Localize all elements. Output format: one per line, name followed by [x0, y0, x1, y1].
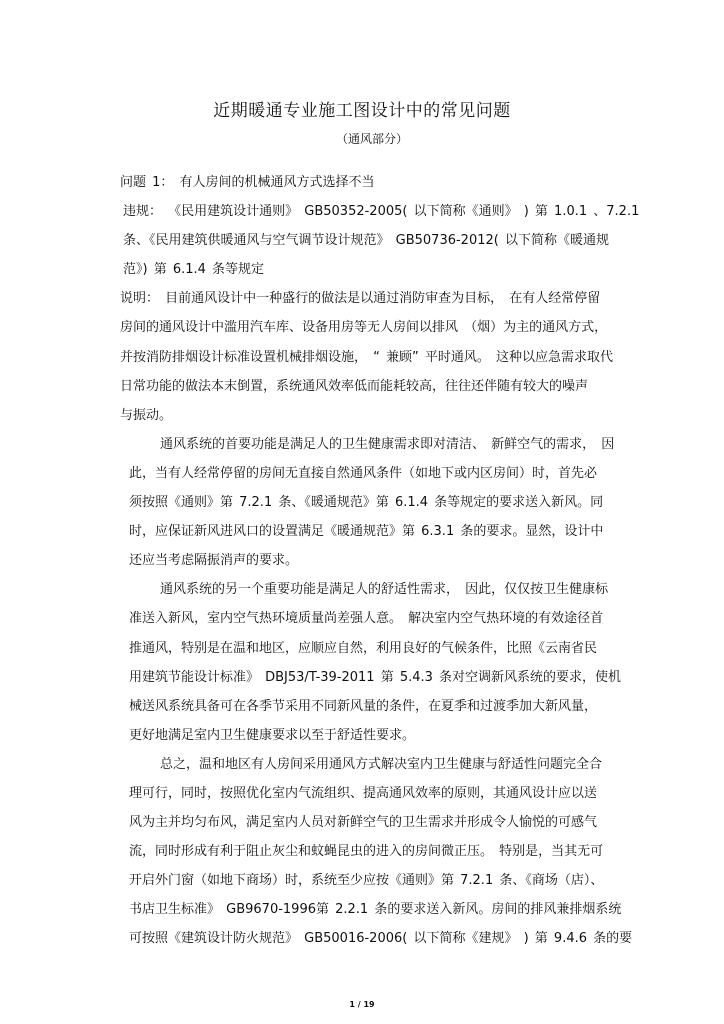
text-line: 须按照《通则》第 7.2.1 条、《暖通规范》第 6.1.4 条等规定的要求送入新风。同: [129, 495, 604, 511]
text-line: 准送入新风，室内空气热环境质量尚差强人意。 解决室内空气热环境的有效途径首: [129, 611, 604, 627]
document-title: 近期暖通专业施工图设计中的常见问题: [213, 101, 511, 121]
text-line: 书店卫生标准》 GB9670-1996第 2.2.1 条的要求送入新风。房间的排风兼排烟系统: [129, 902, 622, 918]
text-line: 并按消防排烟设计标准设置机械排烟设施， “ 兼顾” 平时通风。 这种以应急需求取代: [120, 349, 613, 365]
text-line: 开启外门窗（如地下商场）时，系统至少应按《通则》第 7.2.1 条、《商场（店）、: [129, 873, 604, 889]
text-line: 此，当有人经常停留的房间无直接自然通风条件（如地下或内区房间）时，首先必: [129, 465, 598, 481]
text-line: 条、《民用建筑供暖通风与空气调节设计规范》 GB50736-2012( 以下简称《暖通规: [123, 233, 609, 249]
problem-heading: 问题 1： 有人房间的机械通风方式选择不当: [120, 175, 375, 190]
text-line: 理可行，同时，按照优化室内气流组织、提高通风效率的原则，其通风设计应以送: [129, 785, 598, 801]
paragraph-first-line: 通风系统的首要功能是满足人的卫生健康需求即对清洁、 新鲜空气的需求， 因: [160, 436, 615, 452]
text-line: 流，同时形成有利于阻止灰尘和蚊蝇昆虫的进入的房间微正压。 特别是，当其无可: [129, 844, 604, 860]
text-line: 还应当考虑隔振消声的要求。: [129, 553, 299, 569]
document-body: [120, 173, 650, 959]
text-line: 更好地满足室内卫生健康要求以至于舒适性要求。: [129, 727, 416, 743]
document-subtitle: （通风部分）: [335, 132, 408, 146]
page-number: 1 / 19: [349, 1000, 375, 1009]
text-line: 风为主并均匀布风，满足室内人员对新鲜空气的卫生需求并形成令人愉悦的可感气: [129, 815, 598, 831]
text-line: 用建筑节能设计标准》 DBJ53/T-39-2011 第 5.4.3 条对空调新风系统的要求，使机: [129, 669, 622, 685]
text-line: 说明： 目前通风设计中一种盛行的做法是以通过消防审查为目标， 在有人经常停留: [120, 291, 601, 307]
text-line: 推通风，特别是在温和地区，应顺应自然，利用良好的气候条件，比照《云南省民: [129, 640, 598, 656]
paragraph-first-line: 通风系统的另一个重要功能是满足人的舒适性需求， 因此，仅仅按卫生健康标: [160, 582, 609, 598]
text-line: 房间的通风设计中滥用汽车库、设备用房等无人房间以排风 （烟）为主的通风方式，: [120, 320, 608, 336]
text-line: 日常功能的做法本末倒置，系统通风效率低而能耗较高，往往还伴随有较大的噪声: [120, 378, 589, 394]
text-line: 与振动。: [120, 407, 173, 423]
text-line: 时，应保证新风进风口的设置满足《暖通规范》第 6.3.1 条的要求。显然，设计中: [129, 524, 604, 540]
paragraph-first-line: 总之，温和地区有人房间采用通风方式解决室内卫生健康与舒适性问题完全合: [160, 756, 603, 772]
text-line: 范》) 第 6.1.4 条等规定: [123, 262, 265, 278]
text-line: 违规： 《民用建筑设计通则》 GB50352-2005( 以下简称《通则》 ) 第 1.0.1 、7.2.1: [123, 204, 640, 220]
text-line: 可按照《建筑设计防火规范》 GB50016-2006( 以下简称《建规》 ) 第 9.4.6 条的要: [129, 931, 633, 947]
text-line: 械送风系统具备可在各季节采用不同新风量的条件，在夏季和过渡季加大新风量，: [129, 698, 598, 714]
